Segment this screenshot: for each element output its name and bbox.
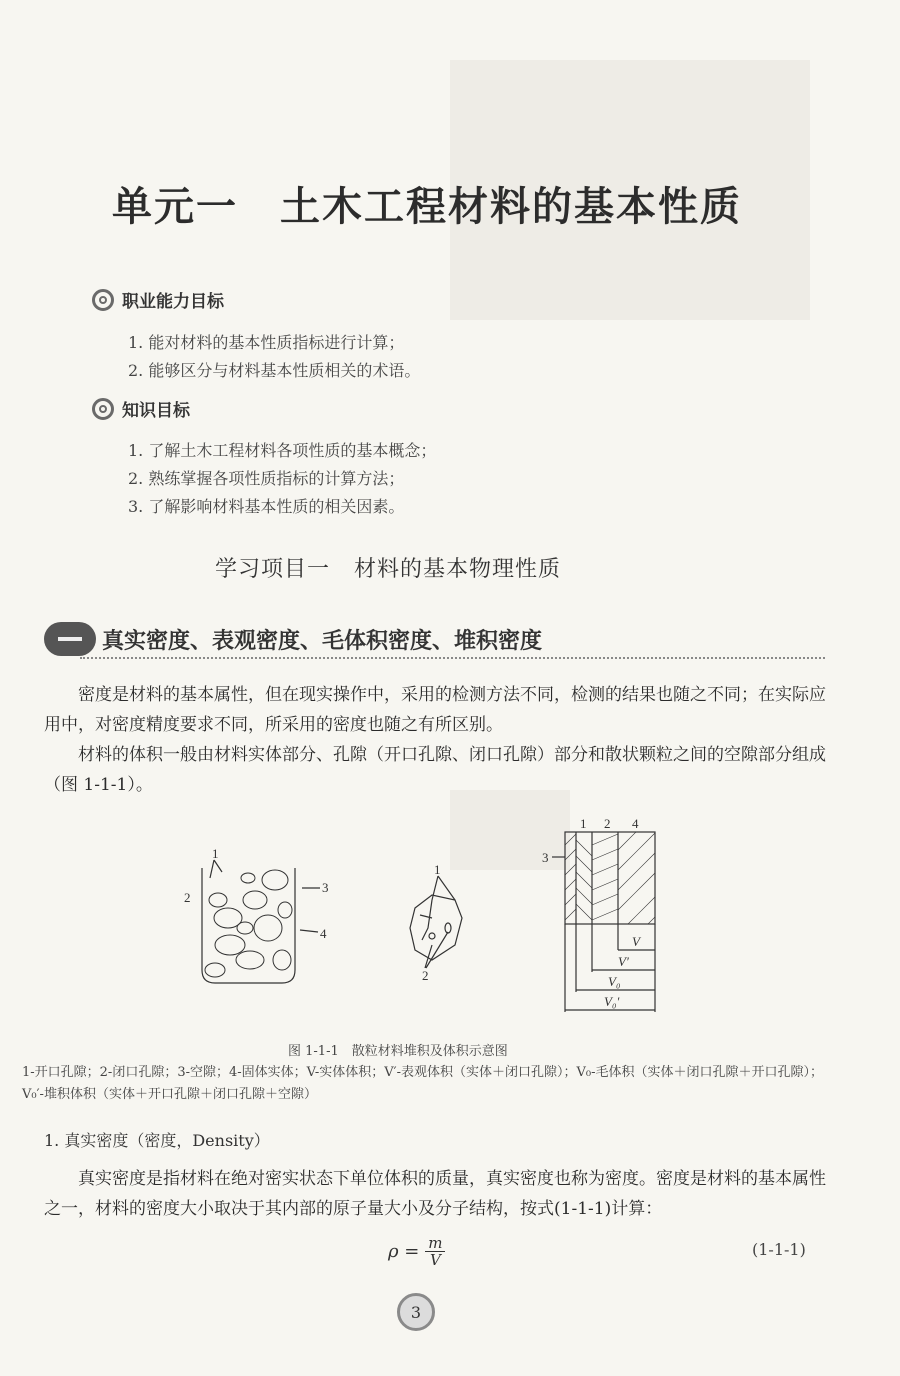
figure-caption: 图 1-1-1 散粒材料堆积及体积示意图 bbox=[288, 1044, 508, 1059]
goal-item: 1. 了解土木工程材料各项性质的基本概念； bbox=[128, 441, 437, 460]
svg-text:2: 2 bbox=[184, 890, 191, 905]
goal-item: 3. 了解影响材料基本性质的相关因素。 bbox=[128, 497, 405, 516]
goal-item: 2. 熟练掌握各项性质指标的计算方法； bbox=[128, 469, 405, 488]
svg-text:3: 3 bbox=[542, 850, 549, 865]
spiral-icon bbox=[92, 398, 114, 420]
svg-text:V₀: V₀ bbox=[608, 974, 621, 989]
chapter-name: 土木工程材料的基本性质 bbox=[280, 183, 742, 230]
svg-text:1: 1 bbox=[434, 862, 441, 877]
svg-text:1: 1 bbox=[212, 846, 219, 861]
figure-1-1-1 bbox=[170, 800, 670, 1030]
subsection-heading: 1. 真实密度（密度，Density） bbox=[44, 1131, 270, 1150]
svg-text:4: 4 bbox=[320, 926, 327, 941]
body-paragraph: 材料的体积一般由材料实体部分、孔隙（开口孔隙、闭口孔隙）部分和散状颗粒之间的空隙部分组成（图 1-1-1）。 bbox=[44, 745, 826, 795]
svg-text:2: 2 bbox=[604, 816, 611, 831]
project-heading: 学习项目一 材料的基本物理性质 bbox=[215, 557, 562, 582]
page-number-badge: 3 bbox=[397, 1293, 435, 1331]
density-formula: ρ = $\frac{m}{V}$ bbox=[388, 1235, 445, 1268]
goal-heading-career: 职业能力目标 bbox=[92, 287, 224, 312]
body-paragraph: 密度是材料的基本属性，但在现实操作中，采用的检测方法不同，检测的结果也随之不同；在实际应用中，对密度精度要求不同，所采用的密度也随之有所区别。 bbox=[44, 685, 826, 735]
section-number-badge bbox=[44, 622, 96, 656]
svg-text:1: 1 bbox=[580, 816, 587, 831]
fraction: $\frac{m}{V}$ bbox=[425, 1235, 445, 1268]
section-heading: 真实密度、表观密度、毛体积密度、堆积密度 bbox=[44, 622, 542, 656]
equation-number: (1-1-1) bbox=[752, 1240, 806, 1259]
section-divider bbox=[80, 657, 825, 659]
unit-label: 单元一 bbox=[112, 183, 238, 230]
svg-text:V: V bbox=[632, 934, 640, 949]
svg-text:V₀′: V₀′ bbox=[604, 994, 620, 1009]
chapter-title bbox=[112, 175, 742, 232]
svg-text:V′: V′ bbox=[618, 954, 629, 969]
svg-text:4: 4 bbox=[632, 816, 639, 831]
body-paragraph: 真实密度是指材料在绝对密实状态下单位体积的质量，真实密度也称为密度。密度是材料的基本属性之一，材料的密度大小取决于其内部的原子量大小及分子结构，按式(1-1-1)计算： bbox=[44, 1169, 826, 1219]
goal-item: 2. 能够区分与材料基本性质相关的术语。 bbox=[128, 361, 421, 380]
spiral-icon bbox=[92, 289, 114, 311]
svg-text:2: 2 bbox=[422, 968, 429, 983]
goal-item: 1. 能对材料的基本性质指标进行计算； bbox=[128, 333, 405, 352]
goal-heading-knowledge: 知识目标 bbox=[92, 396, 190, 421]
svg-text:3: 3 bbox=[322, 880, 329, 895]
figure-legend: 1-开口孔隙；2-闭口孔隙；3-空隙；4-固体实体；V-实体体积；V′-表观体积（实体＋闭口孔隙）；V₀-毛体积（实体＋闭口孔隙＋开口孔隙）；V₀′-堆积体积（实体＋开口孔隙＋闭口孔隙＋空隙） bbox=[22, 1065, 823, 1102]
